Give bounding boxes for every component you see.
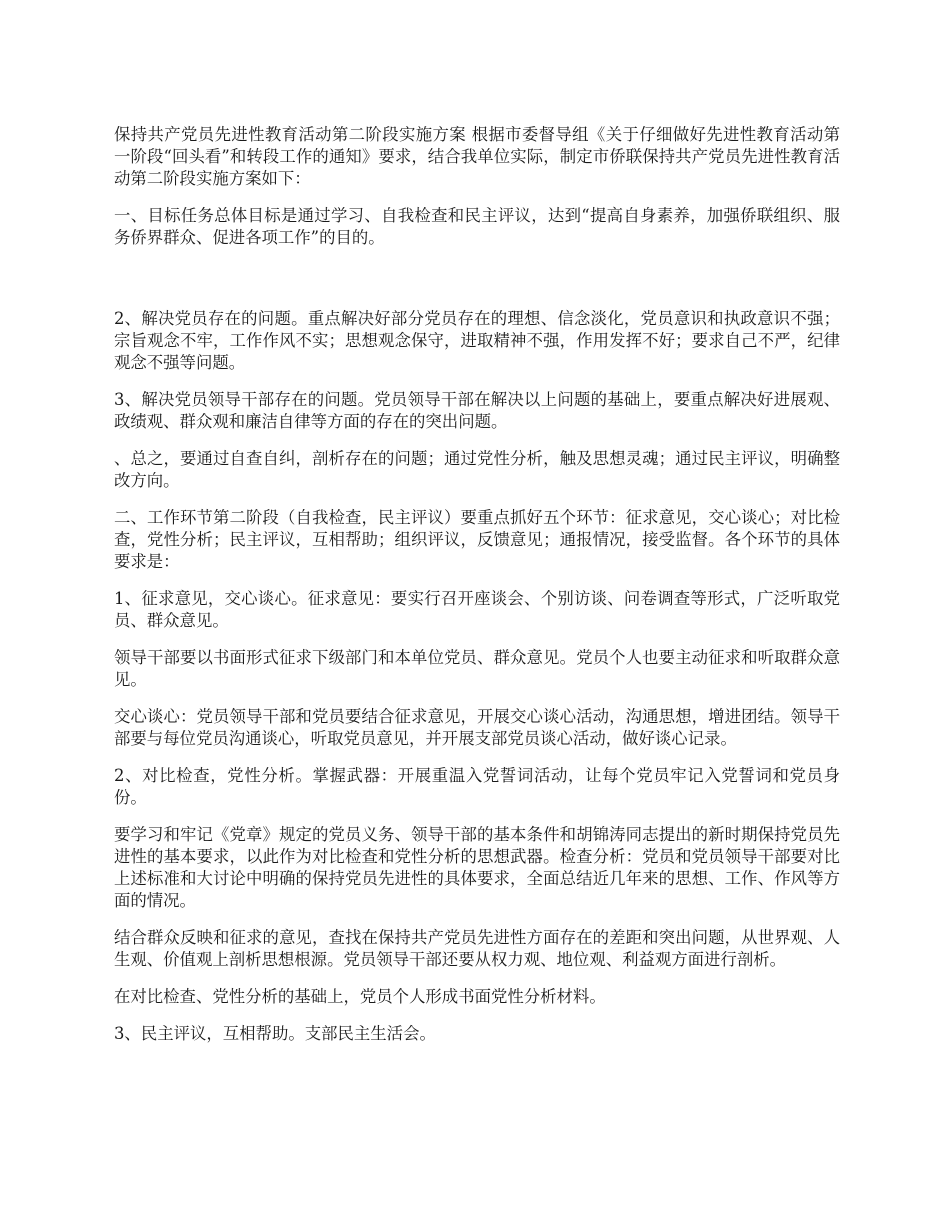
paragraph-step-1-talks: 交心谈心：党员领导干部和党员要结合征求意见，开展交心谈心活动，沟通思想，增进团结。领导干部要与每位党员沟通谈心，听取党员意见，并开展支部党员谈心活动，做好谈心记录。 bbox=[114, 707, 840, 748]
paragraph-intro: 保持共产党员先进性教育活动第二阶段实施方案 根据市委督导组《关于仔细做好先进性教育活动第一阶段“回头看”和转段工作的通知》要求，结合我单位实际，制定市侨联保持共产党员先进性教育活动第二阶段实施方案如下： bbox=[114, 125, 840, 188]
document-body bbox=[114, 124, 840, 1060]
paragraph-step-2-material: 在对比检查、党性分析的基础上，党员个人形成书面党性分析材料。 bbox=[114, 987, 606, 1006]
paragraph-summary: 、总之，要通过自查自纠，剖析存在的问题；通过党性分析，触及思想灵魂；通过民主评议，明确整改方向。 bbox=[114, 449, 840, 490]
paragraph-item-2-members: 2、解决党员存在的问题。重点解决好部分党员存在的理想、信念淡化，党员意识和执政意识不强；宗旨观念不牢，工作作风不实；思想观念保守，进取精神不强，作用发挥不好；要求自己不严，纪律观念不强等问题。 bbox=[114, 309, 840, 372]
paragraph-goal: 一、目标任务总体目标是通过学习、自我检查和民主评议，达到“提高自身素养，加强侨联组织、服务侨界群众、促进各项工作”的目的。 bbox=[114, 206, 840, 247]
paragraph-step-2: 2、对比检查，党性分析。掌握武器：开展重温入党誓词活动，让每个党员牢记入党誓词和党员身份。 bbox=[114, 766, 840, 807]
paragraph-work-steps: 二、工作环节第二阶段（自我检查，民主评议）要重点抓好五个环节：征求意见，交心谈心；对比检查，党性分析；民主评议，互相帮助；组织评议，反馈意见；通报情况，接受监督。各个环节的具体要求是： bbox=[114, 508, 840, 571]
paragraph-item-3-leaders: 3、解决党员领导干部存在的问题。党员领导干部在解决以上问题的基础上，要重点解决好进展观、政绩观、群众观和廉洁自律等方面的存在的突出问题。 bbox=[114, 390, 840, 431]
paragraph-step-1: 1、征求意见，交心谈心。征求意见：要实行召开座谈会、个别访谈、问卷调查等形式，广泛听取党员、群众意见。 bbox=[114, 589, 840, 630]
paragraph-step-3: 3、民主评议，互相帮助。支部民主生活会。 bbox=[114, 1024, 436, 1043]
paragraph-step-2-study: 要学习和牢记《党章》规定的党员义务、领导干部的基本条件和胡锦涛同志提出的新时期保持党员先进性的基本要求，以此作为对比检查和党性分析的思想武器。检查分析：党员和党员领导干部要对比上述标准和大讨论中明确的保持党员先进性的具体要求，全面总结近几年来的思想、工作、作风等方面的情况。 bbox=[114, 825, 840, 910]
paragraph-step-2-analysis: 结合群众反映和征求的意见，查找在保持共产党员先进性方面存在的差距和突出问题，从世界观、人生观、价值观上剖析思想根源。党员领导干部还要从权力观、地位观、利益观方面进行剖析。 bbox=[114, 928, 840, 969]
paragraph-step-1-leaders: 领导干部要以书面形式征求下级部门和本单位党员、群众意见。党员个人也要主动征求和听取群众意见。 bbox=[114, 648, 840, 689]
